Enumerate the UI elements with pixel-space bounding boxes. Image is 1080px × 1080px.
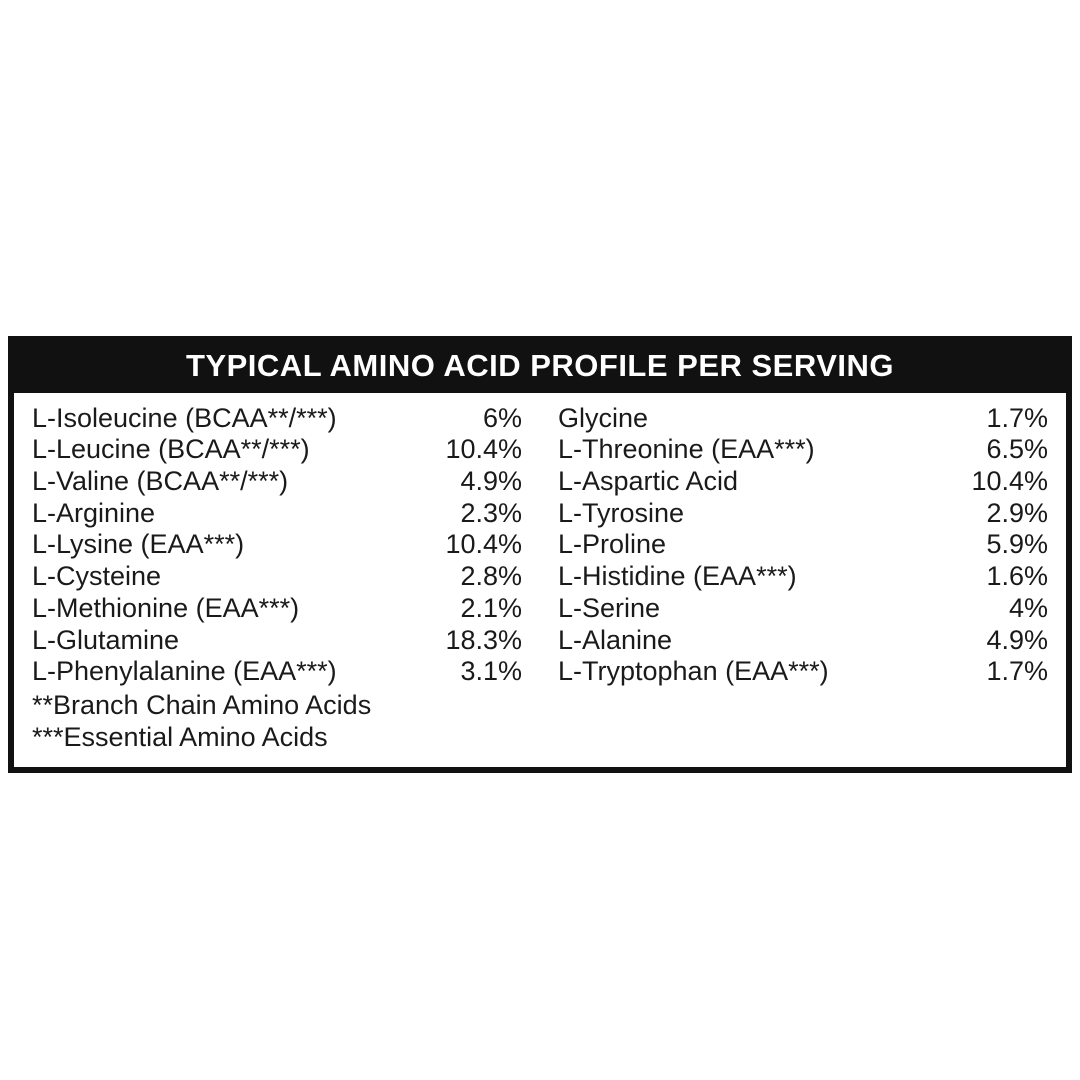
amino-acid-name: L-Histidine (EAA***) xyxy=(558,561,797,592)
amino-acid-row xyxy=(558,434,1048,466)
amino-acid-columns xyxy=(32,403,1048,688)
amino-acid-column-right xyxy=(540,403,1048,688)
amino-acid-value: 1.6% xyxy=(986,561,1048,592)
amino-acid-row xyxy=(558,593,1048,625)
amino-acid-row xyxy=(558,403,1048,435)
amino-acid-name: L-Leucine (BCAA**/***) xyxy=(32,434,310,465)
amino-acid-name: L-Aspartic Acid xyxy=(558,465,739,496)
amino-acid-name: L-Isoleucine (BCAA**/***) xyxy=(32,402,337,433)
amino-acid-row xyxy=(558,561,1048,593)
amino-acid-value: 10.4% xyxy=(445,434,522,465)
amino-acid-profile-panel xyxy=(8,336,1072,773)
footnotes xyxy=(32,690,1048,753)
amino-acid-name: L-Proline xyxy=(558,529,667,560)
amino-acid-name: L-Threonine (EAA***) xyxy=(558,434,815,465)
amino-acid-row xyxy=(32,561,522,593)
amino-acid-row xyxy=(558,625,1048,657)
amino-acid-name: L-Arginine xyxy=(32,497,156,528)
amino-acid-value: 2.9% xyxy=(986,497,1048,528)
amino-acid-value: 2.8% xyxy=(460,561,522,592)
amino-acid-name: L-Lysine (EAA***) xyxy=(32,529,245,560)
amino-acid-row xyxy=(32,593,522,625)
amino-acid-value: 2.3% xyxy=(460,497,522,528)
amino-acid-value: 1.7% xyxy=(986,402,1048,433)
amino-acid-name: L-Glutamine xyxy=(32,624,180,655)
amino-acid-name: L-Phenylalanine (EAA***) xyxy=(32,656,337,687)
amino-acid-row xyxy=(558,498,1048,530)
amino-acid-name: L-Tyrosine xyxy=(558,497,685,528)
panel-body xyxy=(14,393,1066,768)
amino-acid-name: L-Valine (BCAA**/***) xyxy=(32,465,289,496)
amino-acid-column-left xyxy=(32,403,540,688)
footnote-eaa: ***Essential Amino Acids xyxy=(32,721,328,752)
amino-acid-name: Glycine xyxy=(558,402,649,433)
amino-acid-value: 18.3% xyxy=(445,624,522,655)
amino-acid-row xyxy=(32,466,522,498)
amino-acid-value: 4% xyxy=(1008,592,1048,623)
amino-acid-value: 3.1% xyxy=(460,656,522,687)
amino-acid-row xyxy=(32,625,522,657)
amino-acid-row xyxy=(558,466,1048,498)
amino-acid-row xyxy=(32,434,522,466)
amino-acid-name: L-Alanine xyxy=(558,624,673,655)
amino-acid-row xyxy=(32,403,522,435)
amino-acid-value: 10.4% xyxy=(971,465,1048,496)
amino-acid-value: 4.9% xyxy=(986,624,1048,655)
amino-acid-value: 2.1% xyxy=(460,592,522,623)
amino-acid-value: 10.4% xyxy=(445,529,522,560)
amino-acid-value: 5.9% xyxy=(986,529,1048,560)
amino-acid-name: L-Tryptophan (EAA***) xyxy=(558,656,829,687)
footnote-bcaa: **Branch Chain Amino Acids xyxy=(32,690,372,721)
amino-acid-row xyxy=(558,529,1048,561)
amino-acid-row xyxy=(32,529,522,561)
amino-acid-value: 6% xyxy=(482,402,522,433)
amino-acid-name: L-Serine xyxy=(558,592,661,623)
amino-acid-row xyxy=(32,498,522,530)
amino-acid-value: 6.5% xyxy=(986,434,1048,465)
amino-acid-name: L-Methionine (EAA***) xyxy=(32,592,300,623)
amino-acid-row xyxy=(558,656,1048,688)
amino-acid-row xyxy=(32,656,522,688)
panel-title: TYPICAL AMINO ACID PROFILE PER SERVING xyxy=(14,342,1066,393)
amino-acid-name: L-Cysteine xyxy=(32,561,162,592)
amino-acid-value: 1.7% xyxy=(986,656,1048,687)
amino-acid-value: 4.9% xyxy=(460,465,522,496)
